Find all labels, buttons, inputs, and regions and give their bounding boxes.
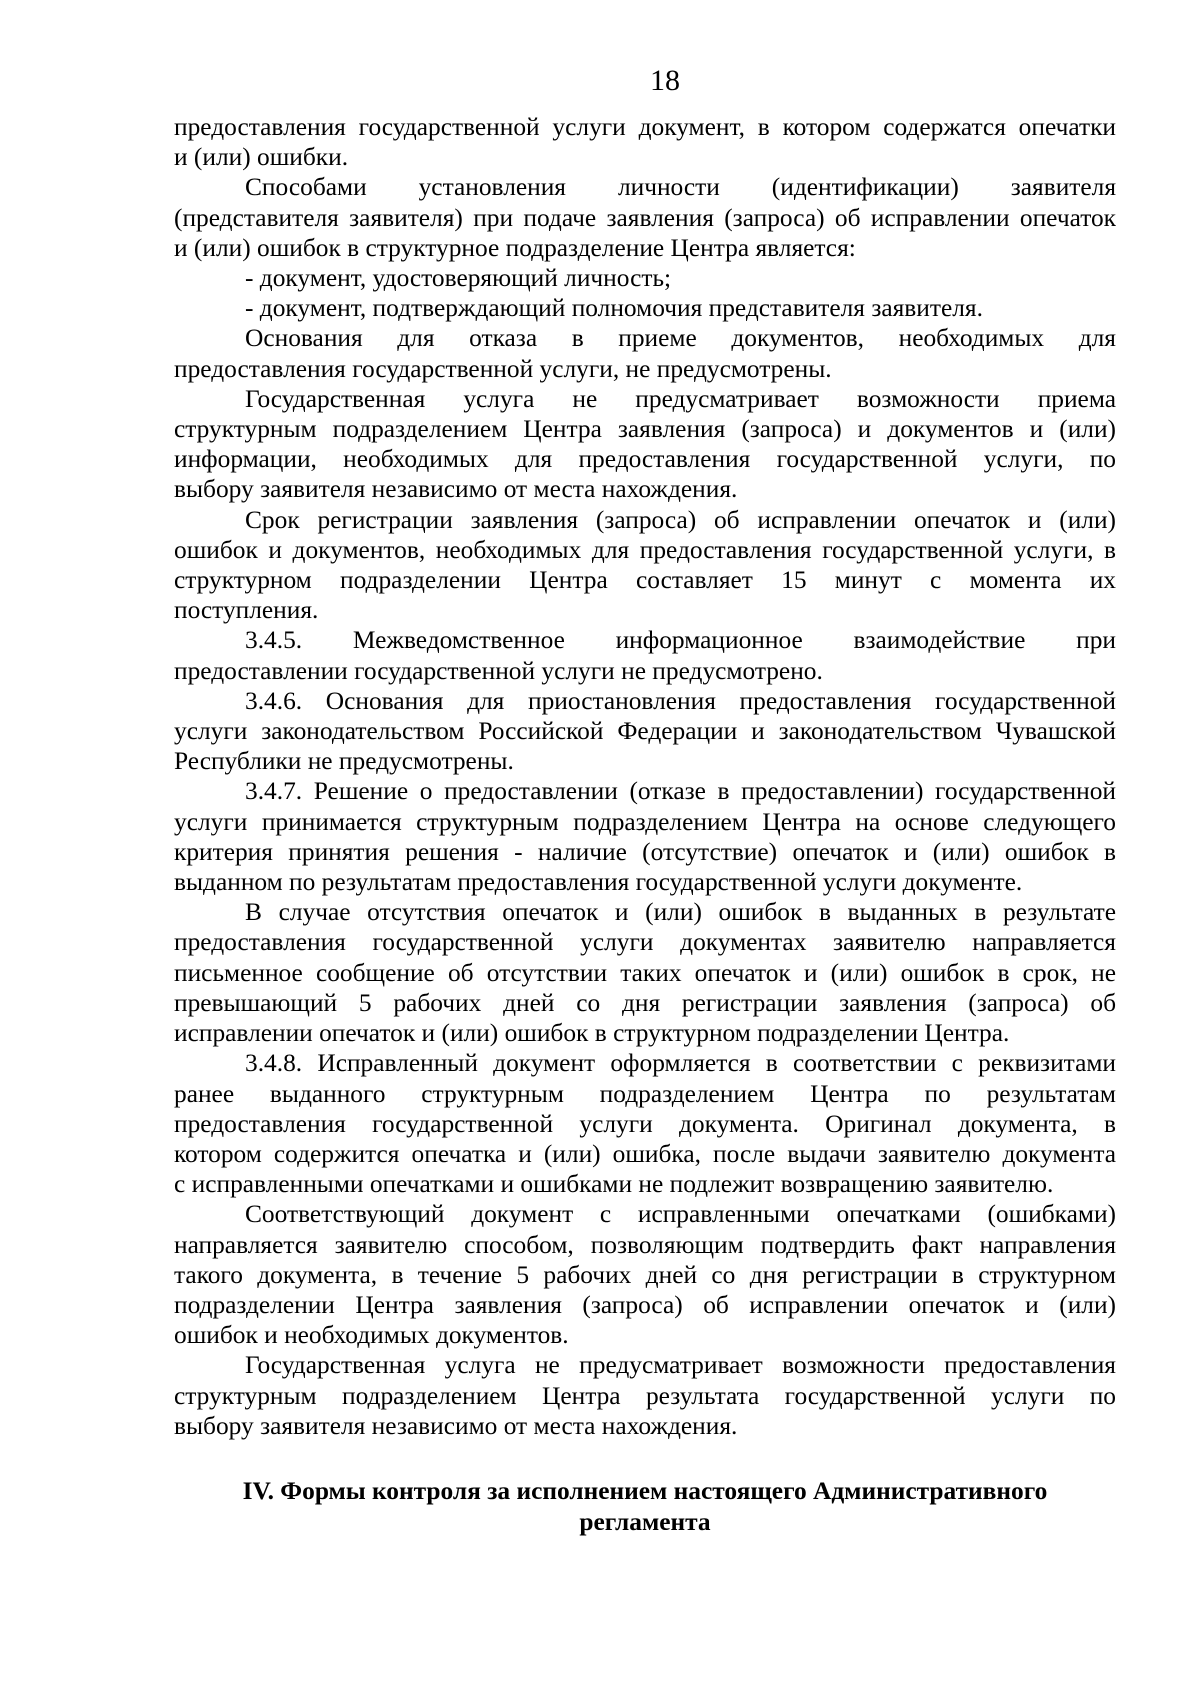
text-line: ранее выданного структурным подразделением Центра по результатам (174, 1079, 1116, 1108)
text-line: поступления. (174, 596, 319, 625)
text-line: Республики не предусмотрены. (174, 747, 514, 776)
text-line: выбору заявителя независимо от места нахождения. (174, 475, 738, 504)
text-line: котором содержится опечатка и (или) ошибка, после выдачи заявителю документа (174, 1139, 1116, 1168)
text-line: Государственная услуга не предусматривает возможности предоставления (245, 1351, 1116, 1380)
text-line: - документ, удостоверяющий личность; (245, 264, 672, 293)
text-line: В случае отсутствия опечаток и (или) ошибок в выданных в результате (245, 898, 1116, 927)
text-line: с исправленными опечатками и ошибками не подлежит возвращению заявителю. (174, 1170, 1054, 1199)
text-line: Способами установления личности (идентификации) заявителя (245, 173, 1116, 202)
text-line: 3.4.7. Решение о предоставлении (отказе в предоставлении) государственной (245, 777, 1116, 806)
text-line: такого документа, в течение 5 рабочих дней со дня регистрации в структурном (174, 1260, 1116, 1289)
text-line: структурным подразделением Центра заявления (запроса) и документов и (или) (174, 415, 1116, 444)
text-line: 3.4.5. Межведомственное информационное взаимодействие при (245, 626, 1116, 655)
text-line: услуги принимается структурным подразделением Центра на основе следующего (174, 807, 1116, 836)
text-line: (представителя заявителя) при подаче заявления (запроса) об исправлении опечаток (174, 203, 1116, 232)
text-line: ошибок и необходимых документов. (174, 1321, 569, 1350)
text-line: направляется заявителю способом, позволяющим подтвердить факт направления (174, 1230, 1116, 1259)
text-line: выданном по результатам предоставления государственной услуги документе. (174, 868, 1023, 897)
text-line: предоставления государственной услуги документа. Оригинал документа, в (174, 1109, 1116, 1138)
text-line: критерия принятия решения - наличие (отсутствие) опечаток и (или) ошибок в (174, 837, 1116, 866)
text-line: ошибок и документов, необходимых для предоставления государственной услуги, в (174, 535, 1116, 564)
body-text (174, 112, 1116, 1441)
text-line: Основания для отказа в приеме документов, необходимых для (245, 324, 1116, 353)
section-heading-line-2: регламента (579, 1508, 711, 1536)
text-line: предоставлении государственной услуги не предусмотрено. (174, 656, 823, 685)
text-line: превышающий 5 рабочих дней со дня регистрации заявления (запроса) об (174, 988, 1116, 1017)
text-line: 3.4.8. Исправленный документ оформляется в соответствии с реквизитами (245, 1049, 1116, 1078)
text-line: - документ, подтверждающий полномочия представителя заявителя. (245, 294, 983, 323)
text-line: выбору заявителя независимо от места нахождения. (174, 1411, 738, 1440)
section-heading (174, 1476, 1116, 1538)
text-line: услуги законодательством Российской Федерации и законодательством Чувашской (174, 717, 1116, 746)
text-line: Срок регистрации заявления (запроса) об исправлении опечаток и (или) (245, 505, 1116, 534)
text-line: письменное сообщение об отсутствии таких опечаток и (или) ошибок в срок, не (174, 958, 1116, 987)
text-line: Государственная услуга не предусматривает возможности приема (245, 384, 1116, 413)
text-line: предоставления государственной услуги документ, в котором содержатся опечатки (174, 113, 1116, 141)
text-line: предоставления государственной услуги документах заявителю направляется (174, 928, 1116, 957)
text-line: предоставления государственной услуги, не предусмотрены. (174, 354, 832, 383)
text-line: информации, необходимых для предоставления государственной услуги, по (174, 445, 1116, 474)
text-line: исправлении опечаток и (или) ошибок в структурном подразделении Центра. (174, 1019, 1010, 1048)
text-line: структурном подразделении Центра составляет 15 минут с момента их (174, 566, 1116, 595)
text-line: 3.4.6. Основания для приостановления предоставления государственной (245, 686, 1116, 715)
text-line: структурным подразделением Центра результата государственной услуги по (174, 1381, 1116, 1410)
text-line: подразделении Центра заявления (запроса) об исправлении опечаток и (или) (174, 1290, 1116, 1319)
page-number: 18 (650, 64, 680, 97)
text-line: и (или) ошибки. (174, 143, 349, 172)
text-line: и (или) ошибок в структурное подразделение Центра является: (174, 233, 856, 262)
section-heading-line-1: IV. Формы контроля за исполнением настоящего Административного (242, 1477, 1048, 1505)
text-line: Соответствующий документ с исправленными опечатками (ошибками) (245, 1200, 1116, 1229)
